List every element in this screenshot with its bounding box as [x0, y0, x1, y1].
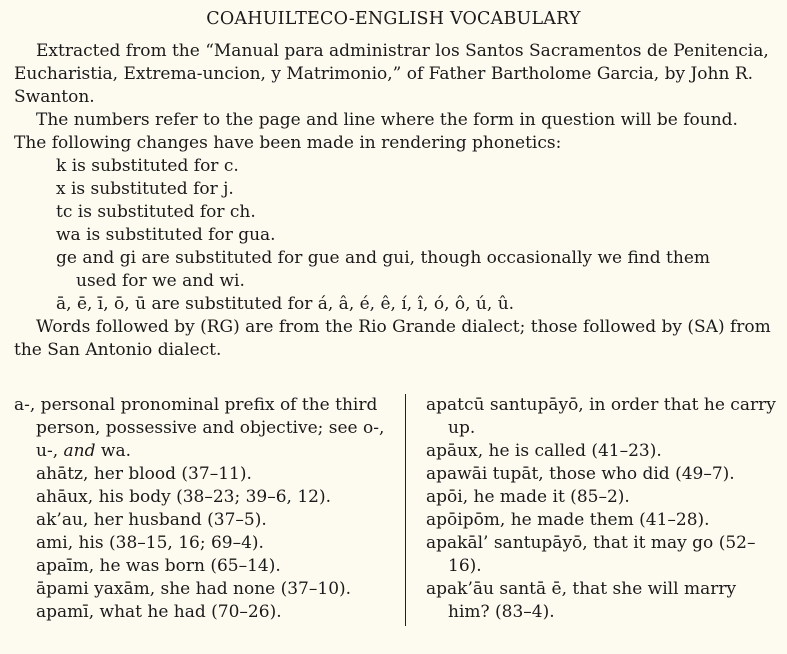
change-item: x is substituted for j.: [56, 179, 234, 199]
intro-source: Extracted from the “Manual para administrar los Santos Sacramentos de Penitencia, Eucharistia, Extrema-uncion, y Matrimonio,” of Father Bartholome Garcia, by John R. Swanton.: [14, 41, 769, 107]
column-divider: [405, 394, 406, 626]
change-item-continued: used for we and wi.: [76, 271, 245, 291]
change-item: ā, ē, ī, ō, ū are substituted for á, â, é, ê, í, î, ó, ô, ú, û.: [56, 294, 515, 314]
vocabulary-entry: apakāl’ santupāyō, that it may go (52–16).: [426, 533, 756, 576]
vocabulary-entry: apāux, he is called (41–23).: [426, 441, 662, 461]
entry-text: a-, personal pronominal prefix of the third person, possessive and objective; see o-, u-,: [14, 395, 385, 461]
change-item: tc is substituted for ch.: [56, 202, 256, 222]
vocabulary-entry: apak’āu santā ē, that she will marry him? (83–4).: [426, 579, 737, 622]
intro-numbers-note: The numbers refer to the page and line where the form in question will be found.: [36, 110, 738, 130]
vocabulary-entry: apawāi tupāt, those who did (49–7).: [426, 464, 735, 484]
vocabulary-entry: [14, 394, 394, 463]
vocabulary-entry: apaīm, he was born (65–14).: [36, 556, 281, 576]
vocabulary-entry: ahāux, his body (38–23; 39–6, 12).: [36, 487, 332, 507]
introduction: [14, 40, 777, 362]
vocabulary-entry: apatcū santupāyō, in order that he carry up.: [426, 395, 776, 438]
vocabulary-entry: apōi, he made it (85–2).: [426, 487, 630, 507]
change-item: wa is substituted for gua.: [56, 225, 276, 245]
vocabulary-entry: ami, his (38–15, 16; 69–4).: [36, 533, 264, 553]
vocabulary-entry: apamī, what he had (70–26).: [36, 602, 282, 622]
vocabulary-entry: apōipōm, he made them (41–28).: [426, 510, 710, 530]
entry-conjunction: and: [63, 441, 96, 461]
vocabulary-left-column: [14, 394, 394, 624]
intro-dialect-note: Words followed by (RG) are from the Rio Grande dialect; those followed by (SA) from the San Antonio dialect.: [14, 317, 771, 360]
vocabulary-entry: ahātz, her blood (37–11).: [36, 464, 252, 484]
change-item: ge and gi are substituted for gue and gui, though occasionally we find them: [56, 248, 710, 268]
page-title: COAHUILTECO-ENGLISH VOCABULARY: [206, 9, 581, 29]
intro-changes-heading: The following changes have been made in rendering phonetics:: [14, 133, 562, 153]
vocabulary-entry: āpami yaxām, she had none (37–10).: [36, 579, 352, 599]
vocabulary-entry: ak’au, her husband (37–5).: [36, 510, 267, 530]
vocabulary-right-column: [426, 394, 782, 624]
change-item: k is substituted for c.: [56, 156, 239, 176]
entry-text: wa.: [100, 441, 131, 461]
